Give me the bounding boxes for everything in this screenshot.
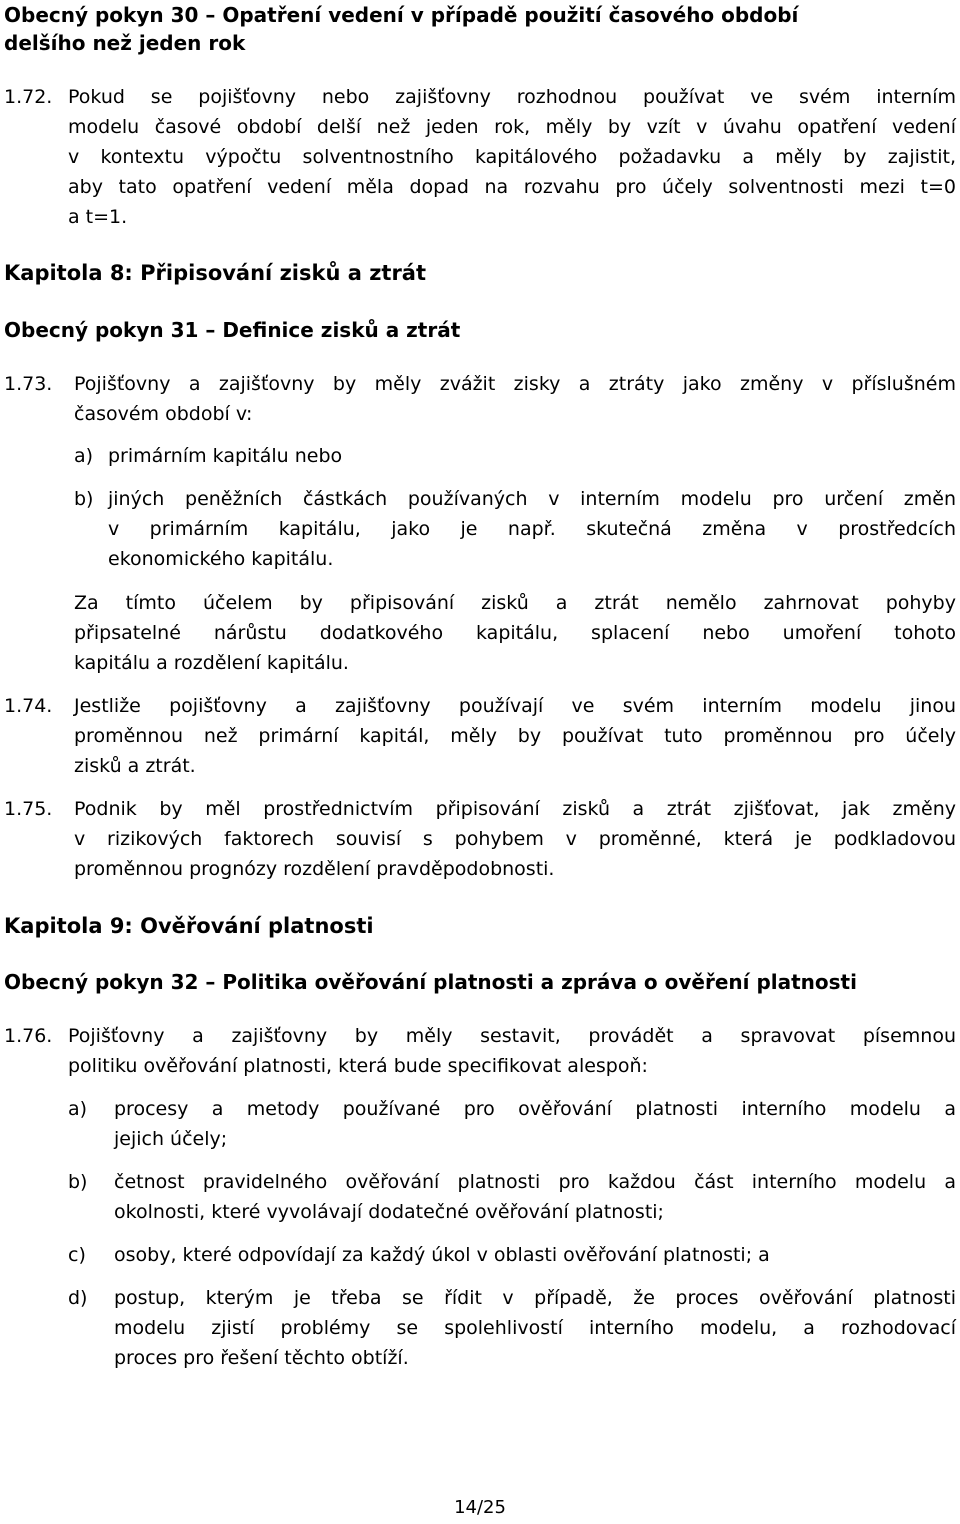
item-b-line: v primárním kapitálu, jako je např. skutečná změna v prostředcích <box>108 518 956 540</box>
paragraph-1-72-line: v kontextu výpočtu solventnostního kapitálového požadavku a měly by zajistit, <box>68 146 956 168</box>
note-line: kapitálu a rozdělení kapitálu. <box>74 652 349 674</box>
validation-item-d-line: postup, kterým je třeba se řídit v případě, že proces ověřování platnosti <box>114 1287 956 1309</box>
chapter-8-title: Kapitola 8: Připisování zisků a ztrát <box>4 261 427 285</box>
paragraph-1-72-line: a t=1. <box>68 206 128 228</box>
item-b-label: b) <box>74 488 94 510</box>
paragraph-1-72-line: Pokud se pojišťovny nebo zajišťovny rozhodnou používat ve svém interním <box>68 86 956 108</box>
guideline-30-heading-line2: delšího než jeden rok <box>4 31 246 55</box>
paragraph-1-73-note <box>74 588 956 678</box>
validation-item-d-line: proces pro řešení těchto obtíží. <box>114 1347 409 1369</box>
item-b-line: jiných peněžních částkách používaných v interním modelu pro určení změn <box>108 488 956 510</box>
validation-item-d-text <box>114 1283 956 1373</box>
paragraph-1-75-line: Podnik by měl prostřednictvím připisování zisků a ztrát zjišťovat, jak změny <box>74 798 956 820</box>
guideline-30-heading-line1: Obecný pokyn 30 – Opatření vedení v případě použití časového období <box>4 3 799 27</box>
paragraph-1-76-line: Pojišťovny a zajišťovny by měly sestavit, provádět a spravovat písemnou <box>68 1025 956 1047</box>
validation-item-d-label: d) <box>68 1287 88 1309</box>
paragraph-number-1-73: 1.73. <box>4 373 53 395</box>
paragraph-number-1-74: 1.74. <box>4 695 53 717</box>
paragraph-1-73-line: Pojišťovny a zajišťovny by měly zvážit zisky a ztráty jako změny v příslušném <box>74 373 956 395</box>
paragraph-number-1-72: 1.72. <box>4 86 53 108</box>
item-b-text <box>108 484 956 574</box>
validation-item-b-line: okolnosti, které vyvolávají dodatečné ověřování platnosti; <box>114 1201 664 1223</box>
validation-item-b-label: b) <box>68 1171 88 1193</box>
guideline-31-heading: Obecný pokyn 31 – Definice zisků a ztrát <box>4 318 461 342</box>
paragraph-1-74 <box>74 691 956 781</box>
validation-item-a-line: jejich účely; <box>114 1128 228 1150</box>
validation-item-d-line: modelu zjistí problémy se spolehlivostí interního modelu, a rozhodovací <box>114 1317 956 1339</box>
paragraph-1-75-line: proměnnou prognózy rozdělení pravděpodobnosti. <box>74 858 555 880</box>
validation-item-c-text: osoby, které odpovídají za každý úkol v oblasti ověřování platnosti; a <box>114 1244 770 1266</box>
page-number: 14/25 <box>454 1497 506 1518</box>
note-line: Za tímto účelem by připisování zisků a ztrát nemělo zahrnovat pohyby <box>74 592 956 614</box>
paragraph-1-74-line: zisků a ztrát. <box>74 755 196 777</box>
validation-item-b-line: četnost pravidelného ověřování platnosti pro každou část interního modelu a <box>114 1171 956 1193</box>
validation-item-c-label: c) <box>68 1244 86 1266</box>
item-b-line: ekonomického kapitálu. <box>108 548 334 570</box>
paragraph-1-75 <box>74 794 956 884</box>
paragraph-1-75-line: v rizikových faktorech souvisí s pohybem v proměnné, která je podkladovou <box>74 828 956 850</box>
validation-item-a-text <box>114 1094 956 1154</box>
note-line: připsatelné nárůstu dodatkového kapitálu, splacení nebo umoření tohoto <box>74 622 956 644</box>
guideline-32-heading: Obecný pokyn 32 – Politika ověřování platnosti a zpráva o ověření platnosti <box>4 970 857 994</box>
paragraph-1-76-line: politiku ověřování platnosti, která bude specifikovat alespoň: <box>68 1055 648 1077</box>
paragraph-1-74-line: Jestliže pojišťovny a zajišťovny používají ve svém interním modelu jinou <box>74 695 956 717</box>
item-a-text: primárním kapitálu nebo <box>108 445 343 467</box>
paragraph-1-72 <box>68 82 956 232</box>
paragraph-1-73 <box>74 369 956 429</box>
paragraph-1-72-line: aby tato opatření vedení měla dopad na rozvahu pro účely solventnosti mezi t=0 <box>68 176 956 198</box>
validation-item-b-text <box>114 1167 956 1227</box>
paragraph-1-74-line: proměnnou než primární kapitál, měly by používat tuto proměnnou pro účely <box>74 725 956 747</box>
item-a-label: a) <box>74 445 94 467</box>
chapter-9-title: Kapitola 9: Ověřování platnosti <box>4 914 374 938</box>
paragraph-1-72-line: modelu časové období delší než jeden rok, měly by vzít v úvahu opatření vedení <box>68 116 956 138</box>
paragraph-number-1-76: 1.76. <box>4 1025 53 1047</box>
validation-item-a-label: a) <box>68 1098 88 1120</box>
validation-item-a-line: procesy a metody používané pro ověřování platnosti interního modelu a <box>114 1098 956 1120</box>
paragraph-number-1-75: 1.75. <box>4 798 53 820</box>
paragraph-1-76 <box>68 1021 956 1081</box>
paragraph-1-73-line: časovém období v: <box>74 403 253 425</box>
